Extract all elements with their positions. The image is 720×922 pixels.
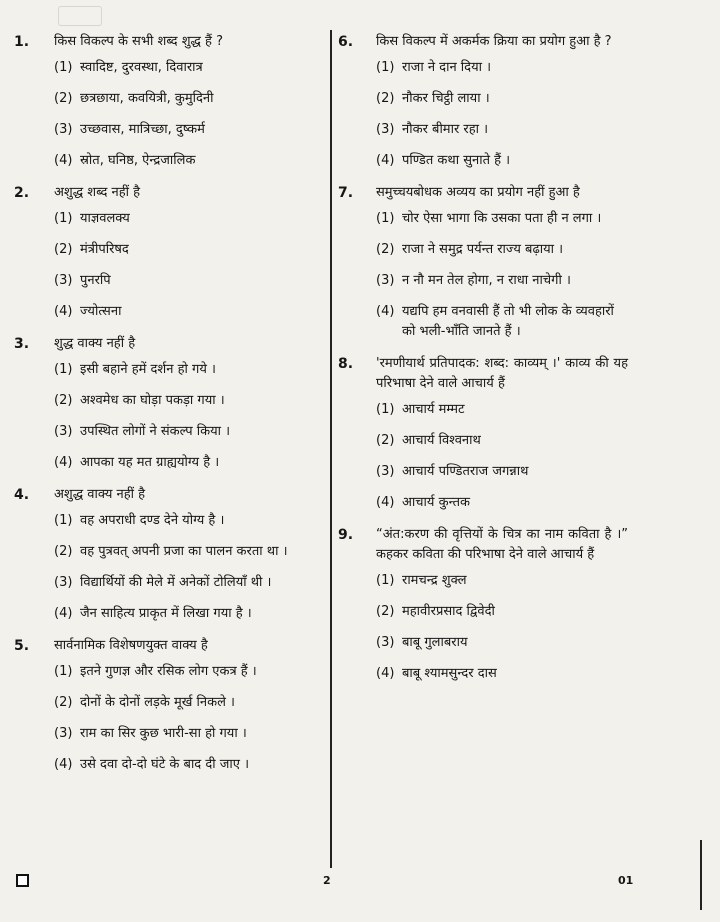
option-number: (3) [54, 273, 73, 288]
option-number: (4) [376, 666, 395, 681]
option-text: बाबू गुलाबराय [402, 635, 468, 650]
options-list [54, 209, 310, 322]
option-number: (1) [376, 402, 395, 417]
options-list [54, 58, 310, 171]
option-text: दोनों के दोनों लड़के मूर्ख निकले । [80, 695, 235, 710]
option-text: उपस्थित लोगों ने संकल्प किया । [80, 424, 231, 439]
option-number: (3) [54, 726, 73, 741]
option-number: (2) [54, 393, 73, 408]
options-list [376, 400, 628, 513]
option-number: (1) [54, 664, 73, 679]
question-2 [14, 183, 310, 322]
paper-code: 01 [618, 874, 634, 887]
options-list [376, 209, 628, 342]
option-text: आपका यह मत ग्राह्ययोग्य है । [80, 455, 220, 470]
option-text: आचार्य मम्मट [402, 402, 465, 417]
option-text: राम का सिर कुछ भारी-सा हो गया । [80, 726, 247, 741]
question-text: शुद्ध वाक्य नहीं है [54, 336, 136, 351]
option[interactable] [54, 151, 310, 171]
question-text: “अंत:करण की वृत्तियों के चित्र का नाम कविता है ।” कहकर कविता की परिभाषा देने वाले आचार्य हैं [376, 527, 628, 562]
option-number: (3) [376, 635, 395, 650]
question-number: 9. [338, 527, 354, 543]
option[interactable] [54, 360, 310, 380]
option[interactable] [54, 120, 310, 140]
option[interactable] [376, 209, 628, 229]
option[interactable] [54, 755, 310, 775]
option[interactable] [376, 493, 628, 513]
question-text: किस विकल्प में अकर्मक क्रिया का प्रयोग हुआ है ? [376, 34, 612, 49]
question-5 [14, 636, 310, 775]
option[interactable] [54, 662, 310, 682]
option-number: (2) [54, 695, 73, 710]
option[interactable] [376, 633, 628, 653]
option-text: रामचन्द्र शुक्ल [402, 573, 467, 588]
option-number: (1) [54, 211, 73, 226]
option[interactable] [376, 664, 628, 684]
option-text: पुनरपि [80, 273, 111, 288]
option-text: उच्छवास, मात्रिच्छा, दुष्कर्म [80, 122, 205, 137]
option-number: (4) [376, 153, 395, 168]
option-text: ज्योत्सना [80, 304, 122, 319]
question-text: अशुद्ध शब्द नहीं है [54, 185, 141, 200]
option-number: (4) [376, 304, 395, 319]
column-divider [330, 30, 332, 868]
question-number: 6. [338, 34, 354, 50]
option[interactable] [376, 302, 628, 342]
option-number: (1) [54, 513, 73, 528]
option[interactable] [54, 209, 310, 229]
question-8 [338, 354, 628, 513]
question-3 [14, 334, 310, 473]
question-text: किस विकल्प के सभी शब्द शुद्ध हैं ? [54, 34, 223, 49]
option-text: स्वादिष्ट, दुरवस्था, दिवारात्र [80, 60, 203, 75]
options-list [54, 360, 310, 473]
option-text: चोर ऐसा भागा कि उसका पता ही न लगा । [402, 211, 602, 226]
option[interactable] [376, 58, 628, 78]
question-number: 3. [14, 336, 30, 352]
option-text: याज्ञवलक्य [80, 211, 130, 226]
question-number: 8. [338, 356, 354, 372]
option-number: (1) [54, 362, 73, 377]
option[interactable] [54, 542, 310, 562]
option-text: न नौ मन तेल होगा, न राधा नाचेगी । [402, 273, 571, 288]
option-number: (3) [376, 464, 395, 479]
option[interactable] [54, 693, 310, 713]
option[interactable] [376, 400, 628, 420]
faint-stamp [58, 6, 102, 26]
option-text: बाबू श्यामसुन्दर दास [402, 666, 497, 681]
option-text: मंत्रीपरिषद [80, 242, 129, 257]
option-text: इतने गुणज्ञ और रसिक लोग एकत्र हैं । [80, 664, 257, 679]
option[interactable] [376, 271, 628, 291]
question-text: सार्वनामिक विशेषणयुक्त वाक्य है [54, 638, 208, 653]
option-text: आचार्य कुन्तक [402, 495, 470, 510]
option[interactable] [54, 391, 310, 411]
option-number: (2) [376, 91, 395, 106]
option-text: यद्यपि हम वनवासी हैं तो भी लोक के व्यवहारों को भली-भाँति जानते हैं । [402, 304, 614, 339]
question-number: 2. [14, 185, 30, 201]
option-number: (4) [54, 304, 73, 319]
option[interactable] [54, 573, 310, 593]
option-text: वह अपराधी दण्ड देने योग्य है । [80, 513, 225, 528]
option[interactable] [54, 89, 310, 109]
square-marker-icon [16, 874, 29, 887]
option-number: (3) [376, 122, 395, 137]
option[interactable] [54, 58, 310, 78]
option-number: (3) [54, 575, 73, 590]
option-text: विद्यार्थियों की मेले में अनेकों टोलियाँ थी । [80, 575, 272, 590]
question-6 [338, 32, 628, 171]
option[interactable] [376, 571, 628, 591]
question-text: अशुद्ध वाक्य नहीं है [54, 487, 146, 502]
option-text: नौकर चिट्ठी लाया । [402, 91, 490, 106]
option-text: आचार्य पण्डितराज जगन्नाथ [402, 464, 529, 479]
option[interactable] [376, 120, 628, 140]
option-text: पण्डित कथा सुनाते हैं । [402, 153, 511, 168]
page-number: 2 [323, 874, 331, 887]
option[interactable] [54, 422, 310, 442]
option-number: (1) [376, 60, 395, 75]
option-number: (4) [376, 495, 395, 510]
option-number: (4) [54, 606, 73, 621]
option-number: (3) [376, 273, 395, 288]
option[interactable] [376, 462, 628, 482]
option[interactable] [54, 240, 310, 260]
left-column [14, 32, 310, 786]
option-text: नौकर बीमार रहा । [402, 122, 489, 137]
option-number: (2) [54, 242, 73, 257]
option-number: (3) [54, 122, 73, 137]
option-number: (4) [54, 455, 73, 470]
option-number: (1) [54, 60, 73, 75]
question-number: 4. [14, 487, 30, 503]
question-7 [338, 183, 628, 342]
option-number: (2) [54, 91, 73, 106]
question-number: 7. [338, 185, 354, 201]
options-list [54, 662, 310, 775]
options-list [376, 58, 628, 171]
option-text: अश्वमेध का घोड़ा पकड़ा गया । [80, 393, 225, 408]
option-number: (4) [54, 757, 73, 772]
option-number: (1) [376, 573, 395, 588]
option[interactable] [54, 724, 310, 744]
option[interactable] [54, 302, 310, 322]
option-number: (2) [376, 604, 395, 619]
option[interactable] [376, 240, 628, 260]
question-number: 5. [14, 638, 30, 654]
right-column [338, 32, 628, 695]
question-1 [14, 32, 310, 171]
options-list [54, 511, 310, 624]
option[interactable] [376, 89, 628, 109]
question-9 [338, 525, 628, 684]
option[interactable] [376, 151, 628, 171]
margin-bar [700, 840, 702, 910]
question-number: 1. [14, 34, 30, 50]
option-number: (2) [54, 544, 73, 559]
option-text: आचार्य विश्वनाथ [402, 433, 481, 448]
option[interactable] [376, 602, 628, 622]
option-number: (1) [376, 211, 395, 226]
question-4 [14, 485, 310, 624]
option-text: महावीरप्रसाद द्विवेदी [402, 604, 495, 619]
option-text: छत्रछाया, कवयित्री, कुमुदिनी [80, 91, 214, 106]
option[interactable] [54, 604, 310, 624]
option-text: इसी बहाने हमें दर्शन हो गये । [80, 362, 216, 377]
option-text: वह पुत्रवत् अपनी प्रजा का पालन करता था । [80, 544, 288, 559]
option[interactable] [54, 511, 310, 531]
option[interactable] [376, 431, 628, 451]
option-number: (2) [376, 242, 395, 257]
option-text: राजा ने समुद्र पर्यन्त राज्य बढ़ाया । [402, 242, 564, 257]
option-text: उसे दवा दो-दो घंटे के बाद दी जाए । [80, 757, 250, 772]
option-text: स्रोत, घनिष्ठ, ऐन्द्रजालिक [80, 153, 196, 168]
option[interactable] [54, 271, 310, 291]
option-number: (2) [376, 433, 395, 448]
option-text: राजा ने दान दिया । [402, 60, 492, 75]
question-text: 'रमणीयार्थ प्रतिपादक: शब्द: काव्यम् ।' काव्य की यह परिभाषा देने वाले आचार्य हैं [376, 356, 628, 391]
option-number: (3) [54, 424, 73, 439]
option-number: (4) [54, 153, 73, 168]
options-list [376, 571, 628, 684]
question-text: समुच्चयबोधक अव्यय का प्रयोग नहीं हुआ है [376, 185, 580, 200]
option[interactable] [54, 453, 310, 473]
option-text: जैन साहित्य प्राकृत में लिखा गया है । [80, 606, 252, 621]
